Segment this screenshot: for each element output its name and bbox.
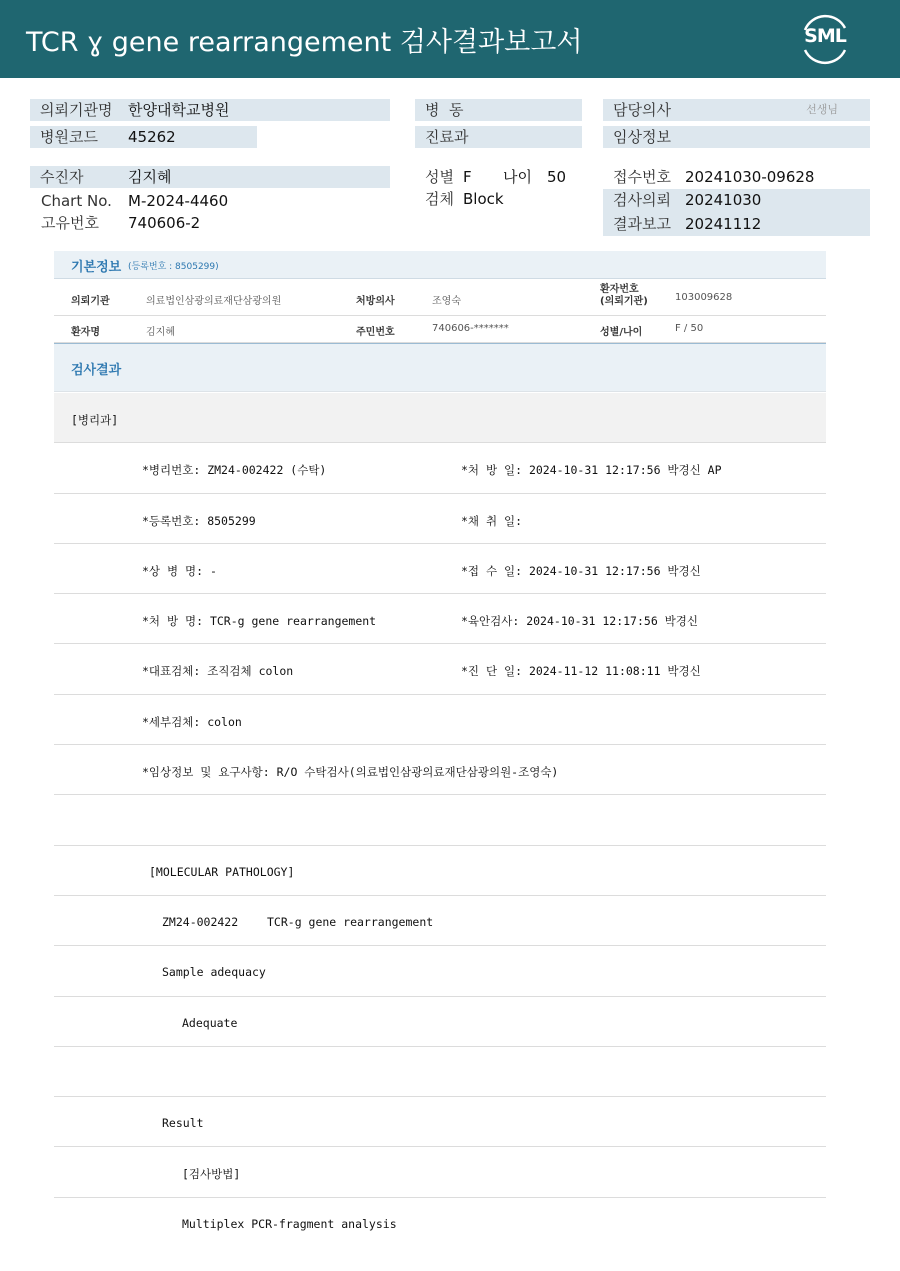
sml-logo xyxy=(797,12,853,66)
age-label: 나이 xyxy=(503,168,532,186)
basic-info-title: 기본정보 xyxy=(71,260,122,275)
basic-info-table xyxy=(54,251,826,345)
patient-id-key-1: 환자번호 xyxy=(600,284,639,295)
pathology-no: *병리번호: ZM24-002422 (수탁) xyxy=(142,463,327,478)
results-title: 검사결과 xyxy=(71,363,122,378)
result-row xyxy=(54,1097,826,1147)
receipt-no-value: 20241030-09628 xyxy=(685,168,815,186)
institution-key: 의뢰기관 xyxy=(71,296,110,307)
specimen-field xyxy=(415,188,585,210)
diagnosis-date: *진 단 일: 2024-11-12 11:08:11 박경신 xyxy=(461,664,701,679)
patient-name-key: 환자명 xyxy=(71,327,100,338)
gross-exam: *육안검사: 2024-10-31 12:17:56 박경신 xyxy=(461,614,699,629)
results-header xyxy=(54,344,826,392)
result-row xyxy=(54,846,826,896)
result-row xyxy=(54,644,826,694)
result-row xyxy=(54,1147,826,1197)
institution-field xyxy=(30,99,390,121)
rrn-key: 주민번호 xyxy=(356,327,395,338)
request-value: 20241030 xyxy=(685,191,762,209)
result-label: Result xyxy=(162,1116,204,1131)
specimen-value: Block xyxy=(463,190,504,208)
collection-date: *채 취 일: xyxy=(461,513,523,528)
registration-number: (등록번호 : 8505299) xyxy=(128,262,219,272)
hospital-code-field xyxy=(30,126,257,148)
sex-age-val: F / 50 xyxy=(675,323,704,334)
results-list xyxy=(54,393,826,1248)
ward-label: 병 동 xyxy=(425,101,464,119)
sex-age-key: 성별/나이 xyxy=(600,327,643,338)
clinical-request: *임상정보 및 요구사항: R/O 수탁검사(의료법인삼광의료재단삼광의원-조영숙) xyxy=(142,765,559,780)
department-field xyxy=(415,126,582,148)
clinical-info-label: 임상정보 xyxy=(613,128,671,146)
department-label: 진료과 xyxy=(425,128,469,146)
patient-value: 김지혜 xyxy=(128,168,172,186)
chart-no-value: M-2024-4460 xyxy=(128,192,229,210)
basic-info-row xyxy=(54,279,826,316)
ward-field xyxy=(415,99,582,121)
registration-no: *등록번호: 8505299 xyxy=(142,513,256,528)
request-report-field xyxy=(603,189,870,236)
prescriber-val: 조영숙 xyxy=(432,296,461,307)
receipt-no-field xyxy=(603,166,870,188)
molecular-header: [MOLECULAR PATHOLOGY] xyxy=(149,864,295,879)
main-specimen: *대표검체: 조직검체 colon xyxy=(142,664,294,679)
result-row xyxy=(54,695,826,745)
rrn-val: 740606-******* xyxy=(432,323,509,334)
result-row xyxy=(54,544,826,594)
unique-no-value: 740606-2 xyxy=(128,214,201,232)
unique-no-field xyxy=(30,212,390,234)
diagnosis-name: *상 병 명: - xyxy=(142,563,217,578)
patient-label: 수진자 xyxy=(40,168,84,186)
patient-field xyxy=(30,166,390,188)
chart-no-label: Chart No. xyxy=(41,192,112,210)
result-row xyxy=(54,1047,826,1097)
result-row xyxy=(54,946,826,996)
patient-id-key-2: (의뢰기관) xyxy=(600,296,648,307)
department-tag: [병리과] xyxy=(71,413,119,427)
result-row xyxy=(54,393,826,443)
report-date-label: 결과보고 xyxy=(613,215,671,233)
request-label: 검사의뢰 xyxy=(613,191,671,209)
specimen-label: 검체 xyxy=(425,190,454,208)
result-row xyxy=(54,795,826,845)
age-value: 50 xyxy=(547,168,567,186)
sex-age-field xyxy=(415,166,585,188)
result-row xyxy=(54,896,826,946)
institution-val: 의료법인삼광의료재단삼광의원 xyxy=(146,296,282,307)
adequate: Adequate xyxy=(182,1015,238,1030)
hospital-code-label: 병원코드 xyxy=(40,128,98,146)
hospital-code-value: 45262 xyxy=(128,128,176,146)
basic-info-row xyxy=(54,316,826,343)
sample-adequacy: Sample adequacy xyxy=(162,965,266,980)
doctor-field xyxy=(603,99,870,121)
prescription-name: *처 방 명: TCR-g gene rearrangement xyxy=(142,614,377,629)
result-row xyxy=(54,1198,826,1248)
doctor-label: 담당의사 xyxy=(613,101,671,119)
basic-info-header xyxy=(54,251,826,279)
sub-specimen: *세부검체: colon xyxy=(142,714,242,729)
sex-label: 성별 xyxy=(425,168,454,186)
result-row xyxy=(54,443,826,493)
prescriber-key: 처방의사 xyxy=(356,296,395,307)
result-row xyxy=(54,594,826,644)
report-title: TCR ɣ gene rearrangement 검사결과보고서 xyxy=(26,27,583,58)
doctor-suffix: 선생님 xyxy=(806,103,838,116)
receipt-date: *접 수 일: 2024-10-31 12:17:56 박경신 xyxy=(461,563,701,578)
receipt-no-label: 접수번호 xyxy=(613,168,671,186)
institution-label: 의뢰기관명 xyxy=(40,101,113,119)
method: Multiplex PCR-fragment analysis xyxy=(182,1216,397,1231)
logo-text: SML xyxy=(804,25,846,47)
result-row xyxy=(54,745,826,795)
result-row xyxy=(54,997,826,1047)
patient-name-val: 김지혜 xyxy=(146,327,175,338)
patient-id-key xyxy=(600,284,648,308)
case-no: ZM24-002422 xyxy=(162,914,239,929)
institution-value: 한양대학교병원 xyxy=(128,101,230,119)
result-row xyxy=(54,494,826,544)
patient-id-val: 103009628 xyxy=(675,292,733,303)
report-date-value: 20241112 xyxy=(685,215,762,233)
unique-no-label: 고유번호 xyxy=(41,214,99,232)
clinical-info-field xyxy=(603,126,870,148)
prescribed-date: *처 방 일: 2024-10-31 12:17:56 박경신 AP xyxy=(461,463,722,478)
chart-no-field xyxy=(30,190,390,212)
method-header: [검사방법] xyxy=(182,1167,241,1182)
case-test: TCR-g gene rearrangement xyxy=(267,914,434,929)
report-header xyxy=(0,0,900,78)
sex-value: F xyxy=(463,168,472,186)
